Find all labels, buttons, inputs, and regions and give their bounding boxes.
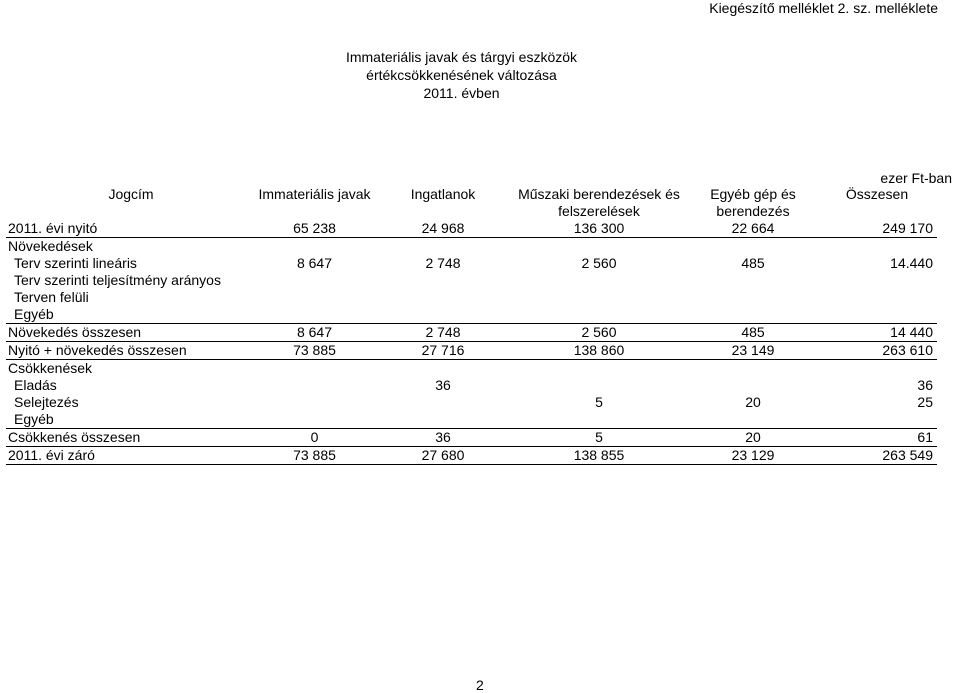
cell-value: 36: [917, 377, 933, 393]
row-label-group: [6, 360, 256, 429]
cell-value: 36: [435, 377, 451, 393]
cell-value: 24 968: [373, 220, 513, 238]
table-row: [6, 447, 937, 465]
sub-label: Selejtezés: [14, 394, 79, 410]
annex-label: Kiegészítő melléklet 2. sz. melléklete: [709, 0, 938, 16]
cell-value: 2 560: [513, 324, 685, 342]
section-heading: Növekedések: [8, 238, 93, 254]
col-header-ingatlanok: Ingatlanok: [410, 186, 476, 202]
cell-value: 22 664: [685, 220, 821, 238]
sub-label: Egyéb: [14, 411, 54, 427]
sub-label: Eladás: [14, 377, 57, 393]
col-header-egyeb: Egyéb gép és berendezés: [710, 186, 796, 219]
cell-value: 485: [685, 324, 821, 342]
depreciation-table: [6, 186, 937, 465]
cell-value: 138 860: [513, 342, 685, 360]
table-row: [6, 360, 937, 429]
cell-value: 20: [685, 429, 821, 447]
cell-value: 263 610: [821, 342, 937, 360]
sub-label: Terv szerinti teljesítmény arányos: [14, 272, 221, 288]
cell-value: 20: [745, 394, 761, 410]
cell-value: 8 647: [256, 324, 373, 342]
cell-value: 485: [741, 255, 765, 271]
table-row: [6, 238, 937, 324]
cell-value: 5: [595, 394, 603, 410]
sub-label: Egyéb: [14, 306, 54, 322]
cell-value: 25: [917, 394, 933, 410]
cell-value: 8 647: [296, 255, 333, 271]
col-header-muszaki: Műszaki berendezések és felszerelések: [518, 186, 680, 219]
sub-label: Terv szerinti lineáris: [14, 255, 137, 271]
row-label: 2011. évi nyitó: [6, 220, 256, 238]
unit-label: ezer Ft-ban: [880, 170, 952, 186]
cell-value: 73 885: [256, 447, 373, 465]
cell-value: 0: [256, 429, 373, 447]
table-header-row: [6, 186, 937, 220]
row-label-group: [6, 238, 256, 324]
cell-value: 65 238: [256, 220, 373, 238]
cell-value: 138 855: [513, 447, 685, 465]
row-label: Csökkenés összesen: [6, 429, 256, 447]
title-line-3: 2011. évben: [423, 85, 500, 101]
cell-value: 2 560: [581, 255, 617, 271]
cell-value: 2 748: [373, 324, 513, 342]
table-row: [6, 324, 937, 342]
cell-value: 14.440: [890, 255, 933, 271]
table-row: [6, 342, 937, 360]
table-row: [6, 429, 937, 447]
section-heading: Csökkenések: [8, 360, 93, 376]
cell-value: 27 680: [373, 447, 513, 465]
cell-value: 27 716: [373, 342, 513, 360]
cell-value: 23 129: [685, 447, 821, 465]
col-header-osszesen: Összesen: [845, 186, 909, 202]
row-label: Növekedés összesen: [6, 324, 256, 342]
title-line-1: Immateriális javak és tárgyi eszközök: [345, 49, 578, 65]
title-line-2: értékcsökkenésének változása: [366, 67, 557, 83]
page-number: 2: [476, 677, 484, 693]
cell-value: 14 440: [821, 324, 937, 342]
col-header-jogcim: Jogcím: [108, 186, 154, 202]
row-label: Nyitó + növekedés összesen: [6, 342, 256, 360]
table-row: [6, 220, 937, 238]
cell-value: 23 149: [685, 342, 821, 360]
row-label: 2011. évi záró: [6, 447, 256, 465]
cell-value: 136 300: [513, 220, 685, 238]
sub-label: Terven felüli: [14, 289, 89, 305]
document-title: [0, 48, 960, 102]
cell-value: 5: [513, 429, 685, 447]
col-header-immaterialis: Immateriális javak: [258, 186, 371, 202]
cell-value: 73 885: [256, 342, 373, 360]
cell-value: 249 170: [821, 220, 937, 238]
cell-value: 263 549: [821, 447, 937, 465]
cell-value: 36: [373, 429, 513, 447]
cell-value: 61: [821, 429, 937, 447]
cell-value: 2 748: [425, 255, 461, 271]
